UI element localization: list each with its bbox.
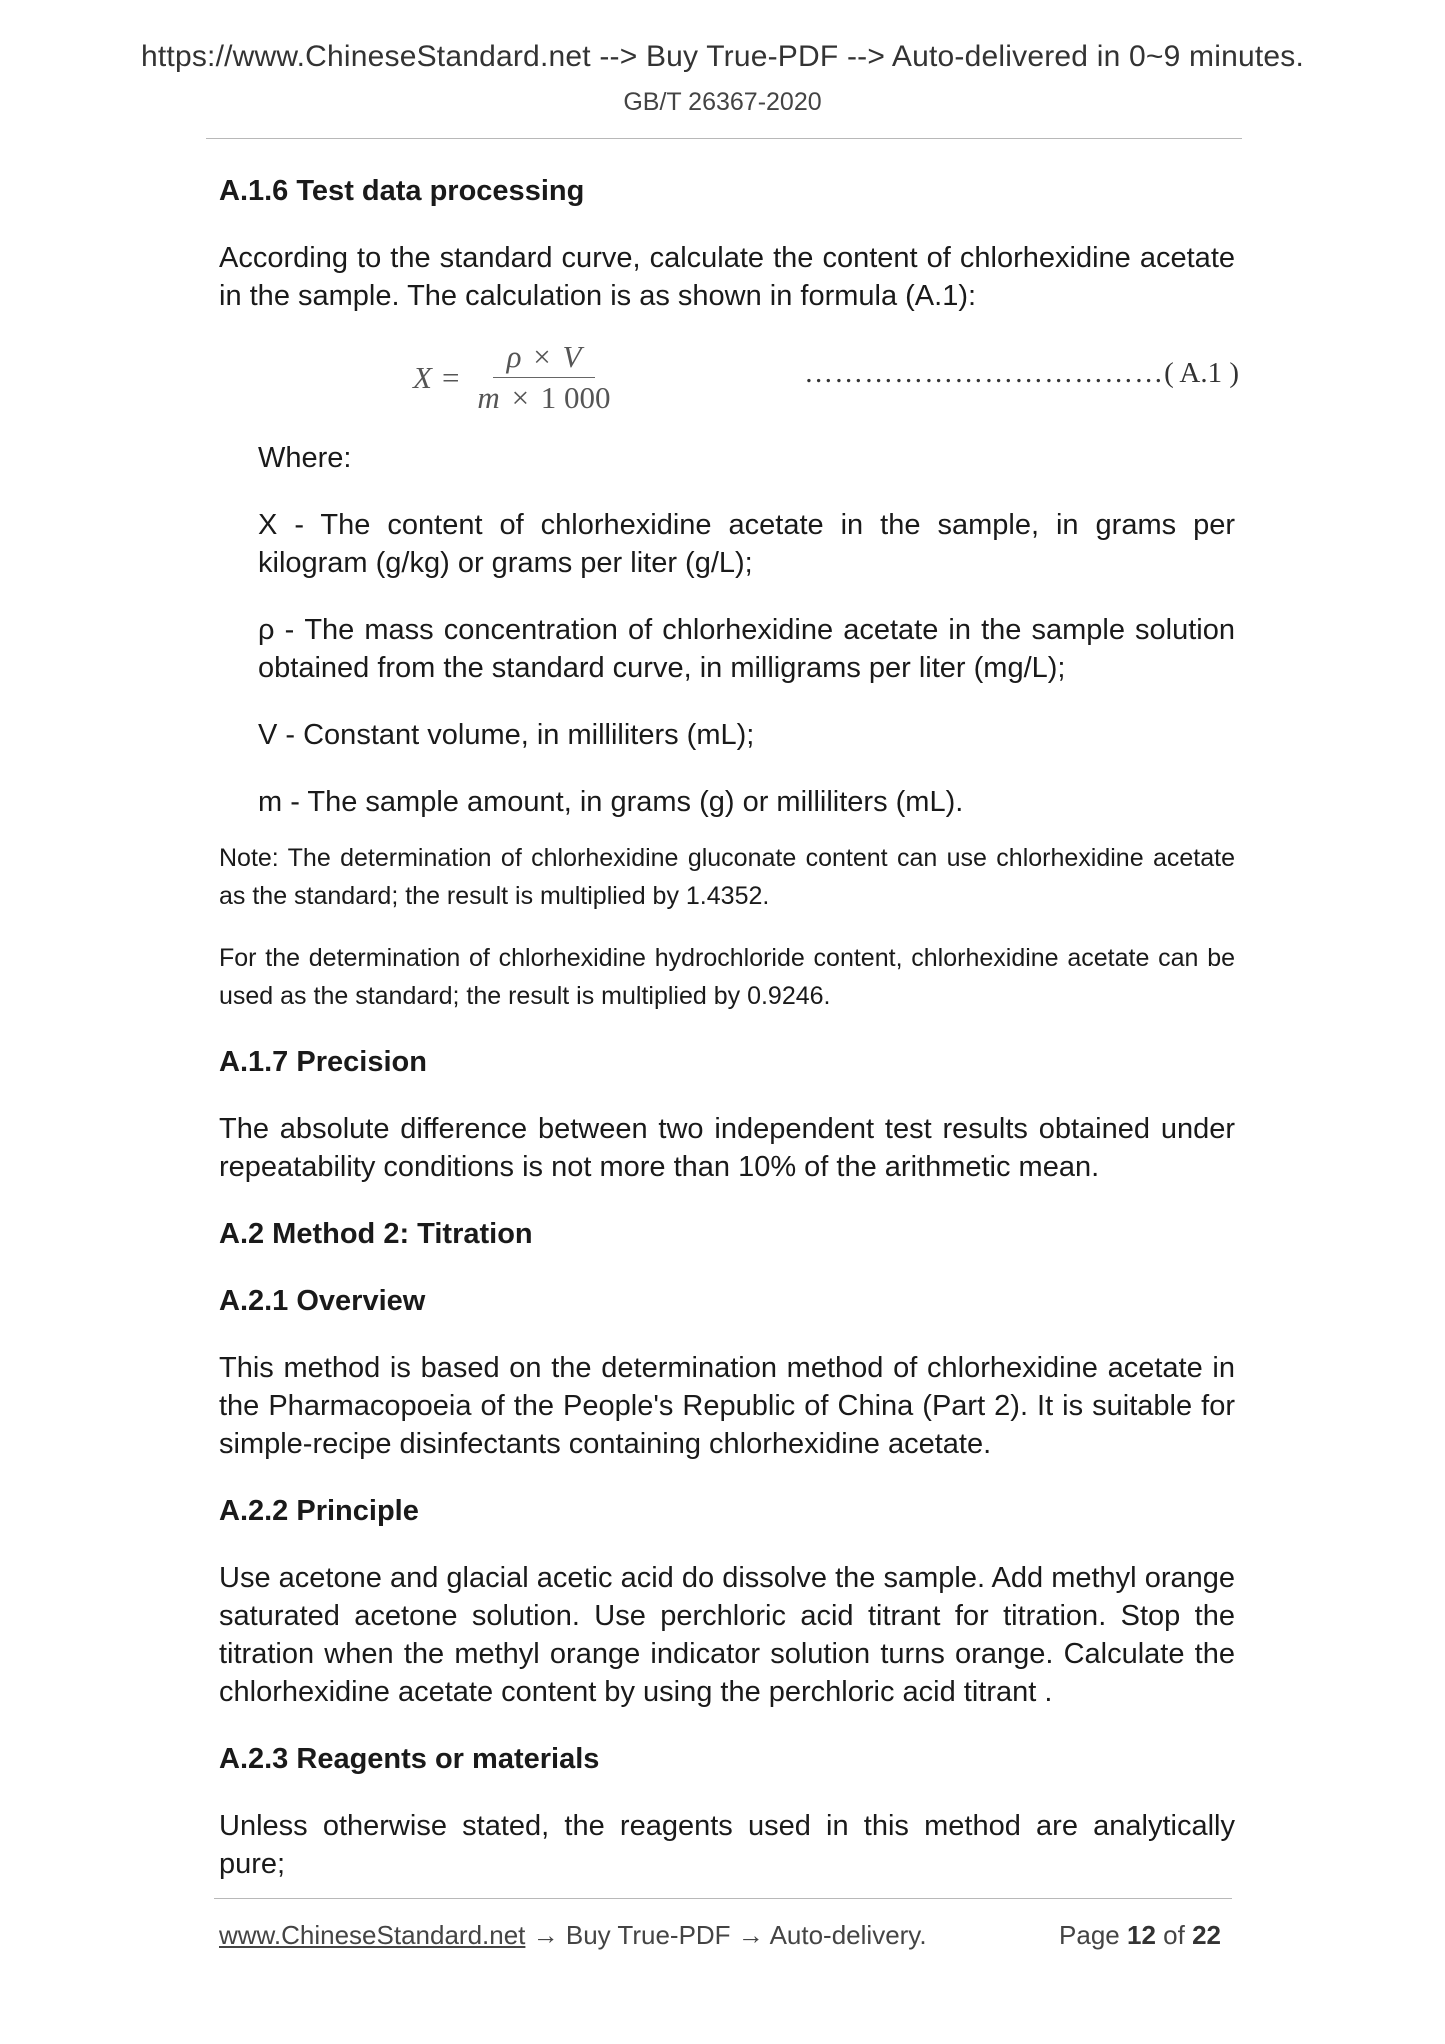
footer-left <box>219 1920 927 1951</box>
formula-1000: 1 000 <box>540 380 611 415</box>
heading-a17: A.1.7 Precision <box>219 1046 427 1078</box>
page-number: 12 <box>1127 1920 1156 1950</box>
formula-lhs: X <box>413 359 432 395</box>
formula-v: V <box>562 339 582 374</box>
header-url-line: https://www.ChineseStandard.net --> Buy True-PDF --> Auto-delivered in 0~9 minutes. <box>141 40 1304 73</box>
formula-equals: = <box>441 359 460 395</box>
header-divider <box>206 138 1242 139</box>
a22-text: Use acetone and glacial acetic acid do dissolve the sample. Add methyl orange saturated acetone solution. Use perchloric acid titrant for titration. Stop the titration when the methyl orange indicator solution turns orange. Calculate the chlorhexidine acetate content by using the perchloric acid titrant . <box>219 1562 1235 1708</box>
heading-a23: A.2.3 Reagents or materials <box>219 1743 600 1775</box>
page-content <box>219 166 1239 1883</box>
def-v: V - Constant volume, in milliliters (mL); <box>258 719 755 751</box>
heading-a22: A.2.2 Principle <box>219 1495 419 1527</box>
def-rho: ρ - The mass concentration of chlorhexidine acetate in the sample solution obtained from the standard curve, in milligrams per liter (mg/L); <box>258 614 1235 684</box>
note-gluconate: Note: The determination of chlorhexidine gluconate content can use chlorhexidine acetate as the standard; the result is multiplied by 1.4352. <box>219 844 1235 910</box>
page-indicator <box>1059 1920 1221 1951</box>
formula-rho: ρ <box>506 339 522 374</box>
page-word: Page <box>1059 1920 1120 1950</box>
formula-denominator <box>473 378 614 416</box>
a21-text: This method is based on the determination method of chlorhexidine acetate in the Pharmacopoeia of the People's Republic of China (Part 2). It is suitable for simple-recipe disinfectants containing chlorhexidine acetate. <box>219 1352 1235 1460</box>
formula-ref-label: ( A.1 ) <box>1164 357 1239 389</box>
formula-numerator <box>493 339 596 378</box>
page-total: 22 <box>1192 1920 1221 1950</box>
formula-dots: ……………………………… <box>804 357 1165 389</box>
a17-text: The absolute difference between two independent test results obtained under repeatability conditions is not more than 10% of the arithmetic mean. <box>219 1113 1235 1183</box>
footer-tail: → Buy True-PDF → Auto-delivery. <box>525 1920 927 1950</box>
a23-text: Unless otherwise stated, the reagents used in this method are analytically pure; <box>219 1810 1235 1880</box>
formula-fraction <box>473 339 614 416</box>
a16-intro: According to the standard curve, calculate the content of chlorhexidine acetate in the sample. The calculation is as shown in formula (A.1): <box>219 242 1235 312</box>
formula-reference <box>804 357 1239 390</box>
def-x: X - The content of chlorhexidine acetate in the sample, in grams per kilogram (g/kg) or grams per liter (g/L); <box>258 509 1235 579</box>
of-word: of <box>1163 1920 1185 1950</box>
footer-site-link[interactable]: www.ChineseStandard.net <box>219 1920 526 1950</box>
formula-times-den: × <box>511 380 530 415</box>
formula-a1 <box>219 331 1239 439</box>
footer-divider <box>214 1898 1232 1899</box>
standard-code: GB/T 26367-2020 <box>623 88 822 116</box>
heading-a2: A.2 Method 2: Titration <box>219 1218 533 1250</box>
heading-a21: A.2.1 Overview <box>219 1285 426 1317</box>
note-hydrochloride: For the determination of chlorhexidine hydrochloride content, chlorhexidine acetate can be used as the standard; the result is multiplied by 0.9246. <box>219 944 1235 1010</box>
formula-m: m <box>477 380 500 415</box>
def-m: m - The sample amount, in grams (g) or milliliters (mL). <box>258 786 964 818</box>
where-label: Where: <box>258 442 352 474</box>
formula-times-num: × <box>533 339 551 374</box>
formula-expression <box>413 339 615 416</box>
heading-a16: A.1.6 Test data processing <box>219 175 585 207</box>
